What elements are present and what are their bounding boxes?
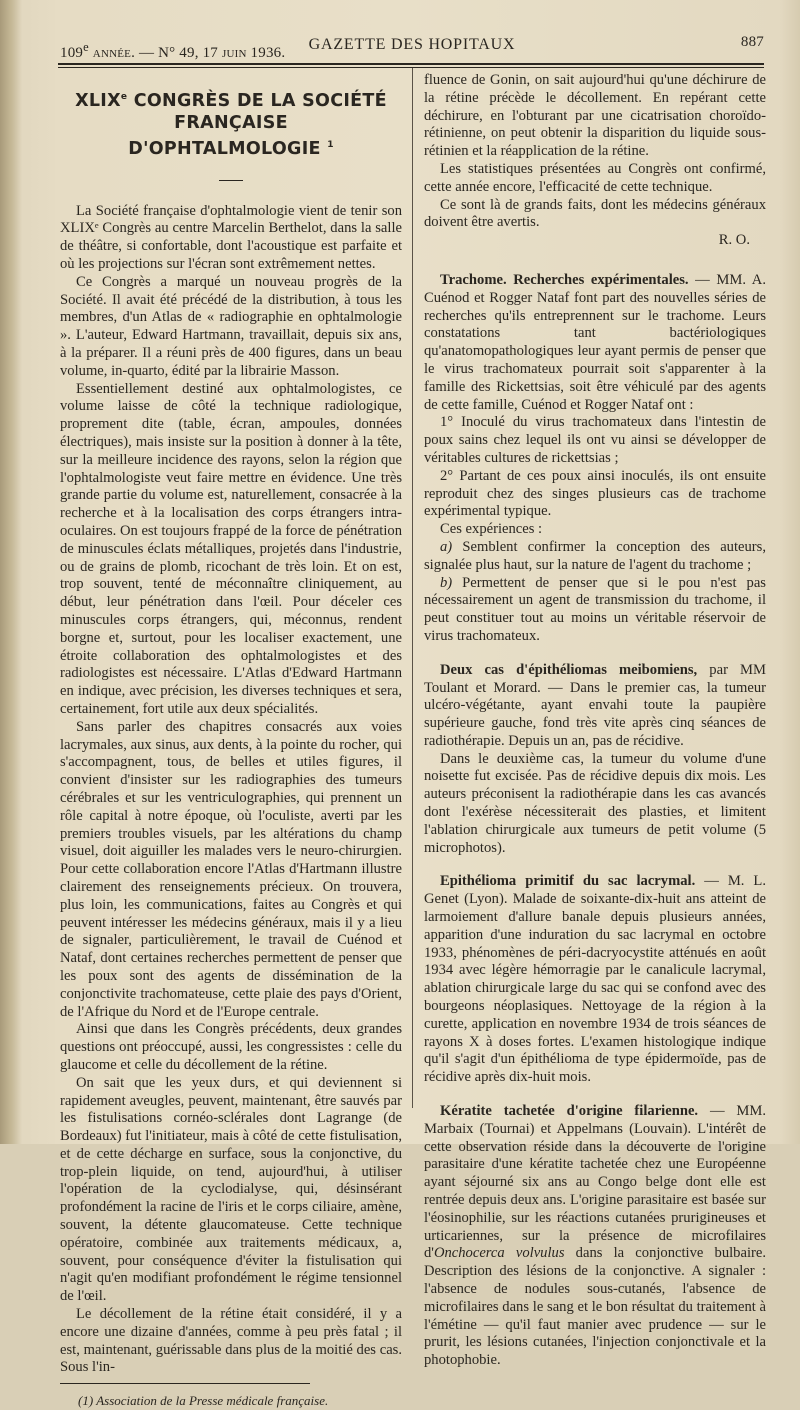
paragraph: Ainsi que dans les Congrès précédents, deux grandes questions ont préoccupé, aussi, les congressistes : celle du glaucome et celle du décollement de la rétine. (60, 1021, 402, 1073)
section-epitheliomas: Deux cas d'épithéliomas meibomiens, par MM Toulant et Morard. — Dans le premier cas, la tumeur ulcéro-végétante, ayant envahi toute la paupière supérieure gauche, fond très vite après cinq séances de radiothérapie. Depuis un an, pas de récidive. (424, 661, 766, 749)
footnote-rule (60, 1383, 310, 1384)
section-heading: Deux cas d'épithéliomas meibomiens, (440, 661, 698, 678)
running-header (60, 34, 764, 60)
page-spine-shadow (0, 0, 22, 1144)
section-heading: Epithélioma primitif du sac lacrymal. (440, 873, 696, 890)
paragraph: Les statistiques présentées au Congrès ont confirmé, cette année encore, l'efficacité de cette technique. (424, 160, 766, 195)
left-column (60, 72, 402, 1410)
paragraph: Ce Congrès a marqué un nouveau progrès de la Société. Il avait été précédé de la distribution, à tous les membres, d'un Atlas de « radiographie en ophtalmologie ». L'auteur, Edward Hartmann, travaillait, depuis six ans, à la préparer. Il a réuni près de 400 figures, dans un beau volume, in-quarto, édité par la librairie Masson. (60, 273, 402, 379)
section-heading: Trachome. Recherches expérimentales. (440, 271, 689, 288)
column-divider (412, 68, 413, 1108)
paragraph: fluence de Gonin, on sait aujourd'hui qu'une déchirure de la rétine précède le décollement. En repérant cette déchirure, en l'obturant par une cicatrisation choroïdo-rétinienne, on peut obtenir la disparition du liquide sous-rétinien et la réapplication de la rétine. (424, 72, 766, 160)
article-title: XLIXe CONGRÈS DE LA SOCIÉTÉ FRANÇAISE D'OPHTALMOLOGIE $^1$ (75, 90, 387, 159)
list-item: a) Semblent confirmer la conception des auteurs, signalée plus haut, sur la nature de l'agent du trachome ; (424, 538, 766, 573)
journal-title: GAZETTE DES HOPITAUX (308, 36, 516, 53)
paragraph: Sans parler des chapitres consacrés aux voies lacrymales, aux sinus, aux dents, à la pointe du rocher, qui s'accompagnent, tous, de belles et utiles figures, il convient d'insister sur les radiographies des tumeurs cérébrales et sur les ventriculographies, qui prennent un rôle capital à notre époque, où l'oculiste, averti par les premiers troubles visuels, par les altérations du champ visuel, doit aiguiller les malades vers le neuro-chirurgien. Pour cette collaboration encore l'Atlas d'Hartmann illustre clairement des renseignements précieux. On trouvera, plus loin, les communications, faites au Congrès et qui peuvent intéresser les médecins généraux, mais il y a lieu de signaler, particulièrement, le travail de Cuénod et Nataf, dont certaines recherches permettent de penser que les poux sont des agents de dissémination de la conjonctivite trachomateuse, cette plaie des pays d'Orient, de l'Afrique du Nord et de l'Europe centrale. (60, 718, 402, 1020)
title-rule (219, 180, 243, 181)
list-item: 2° Partant de ces poux ainsi inoculés, ils ont ensuite reproduit chez des singes plusieurs cas de trachome expérimental typique. (424, 467, 766, 520)
paragraph: La Société française d'ophtalmologie vient de tenir son XLIXᵉ Congrès au centre Marcelin Berthelot, dans la salle de théâtre, si confortable, dont l'acoustique est parfaite et où les projections sur l'écran sont extrêmement nettes. (60, 202, 402, 273)
signature: R. O. (718, 232, 750, 249)
paragraph: Essentiellement destiné aux ophtalmologistes, ce volume laisse de côté la technique radiologique, proprement dite (table, écran, ampoules, données électriques), mais insiste sur la position à donner à la tête, sur la meilleure incidence des rayons, selon la région que l'ophtalmologiste veut faire mettre en évidence. Une très grande partie du volume est, naturellement, consacrée à la recherche et à la localisation des corps étrangers intra-oculaires. On est toujours frappé de la force de pénétration de minuscules éclats métalliques, projetés dans l'industrie, ou de grains de plomb, ricochant de très loin. Et on est, trop souvent, tenté de méconnaître cliniquement, au début, leur pénétration dans l'œil. Pour déceler ces minuscules corps étrangers, qui, méconnus, rendent borgne et, surtout, pour les localiser exactement, une étroite collaboration des ophtalmologistes et des radiologistes est nécessaire. L'Atlas d'Edward Hartmann en indique, avec précision, les diverses techniques et sera, certainement, fort utile aux deux spécialités. (60, 380, 403, 717)
section-epithelioma-sac: Epithélioma primitif du sac lacrymal. — M. L. Genet (Lyon). Malade de soixante-dix-huit ans atteint de larmoiement d'allure banale depuis plusieurs années, apparition d'une induration du sac lacrymal en octobre 1933, phénomènes de péri-dacryocystite atténués en août 1934 avec légère hémorragie par le canalicule lacrymal, ablation chirurgicale large du sac qui se confond avec des bourgeons néoplasiques. Nettoyage de la région à la curette, application en novembre 1934 de trois séances de rayons X à doses fortes. L'examen histologique indique qu'il s'agit d'un épithélioma de type épidermoïde, pas de récidive après dix-huit mois. (424, 873, 766, 1086)
issue-info: 109e année. — N° 49, 17 juin 1936. (60, 40, 286, 61)
footnote: (1) Association de la Presse médicale française. (78, 1393, 329, 1409)
paragraph: Ces expériences : (440, 521, 543, 538)
list-item: 1° Inoculé du virus trachomateux dans l'intestin de poux sains chez lequel ils ont vu ainsi se développer de véritables cultures de rickettsias ; (424, 414, 766, 466)
header-rule (58, 63, 764, 68)
paragraph: Le décollement de la rétine était considéré, il y a encore une dizaine d'années, comme à peu près fatal ; il est, maintenant, guérissable dans plus de la moitié des cas. Sous l'in- (60, 1306, 402, 1376)
section-keratite: Kératite tachetée d'origine filarienne. — MM. Marbaix (Tournai) et Appelmans (Louvain). L'intérêt de cette observation réside dans la découverte de l'origine parasitaire d'une kératite tachetée chez une Européenne ayant séjourné six ans au Congo belge dont elle est rentrée depuis deux ans. L'origine parasitaire est basée sur l'éosinophilie, sur les réactions cutanées prurigineuses et urticariennes, sur la présence de microfilaires d'Onchocerca volvulus dans la conjonctive bulbaire. Description des lésions de la conjonctive. A signaler : l'absence de nodules sous-cutanés, l'absence de microfilaires dans le sang et le bon résultat du traitement à l'émétine — qu'il faut manier avec prudence — sur le prurit, les lésions cutanées, l'injection conjonctivale et la photophobie. (424, 1103, 767, 1369)
paragraph: Dans le deuxième cas, la tumeur du volume d'une noisette fut excisée. Pas de récidive depuis dix mois. Les auteurs préconisent la radiothérapie dans les cas avancés dont l'exérèse nécessiterait des plasties, et limitent l'ablation chirurgicale aux tumeurs de petit volume (5 microphotos). (424, 750, 766, 856)
paragraph: Ce sont là de grands faits, dont les médecins généraux doivent être avertis. (424, 196, 766, 231)
list-item: b) Permettent de penser que si le pou n'est pas nécessairement un agent de transmission du trachome, il peut constituer tout au moins un véritable réservoir de virus trachomateux. (424, 574, 766, 644)
paragraph: On sait que les yeux durs, et qui deviennent si rapidement aveugles, peuvent, maintenant, être sauvés par les fistulisations cornéo-sclérales dont Lagrange (de Bordeaux) fut l'initiateur, mais à côté de cette fistulisation, et de cette décharge en surface, sous la conjonctive, du trop-plein liquide, on tend, aujourd'hui, à utiliser l'opération de la cyclodialyse, qui, désinsérant profondément la racine de l'iris et le corps ciliaire, amène, souvent, la détente glaucomateuse. Cette technique opératoire, combinée aux traitements médicaux, a, souvent, pour conséquence d'éviter la fistulisation qui n'agit qu'en modifiant profondément le régime tensionnel de l'œil. (60, 1074, 402, 1305)
section-heading: Kératite tachetée d'origine filarienne. (440, 1103, 699, 1120)
page-number: 887 (740, 34, 764, 50)
section-trachome: Trachome. Recherches expérimentales. — MM. A. Cuénod et Rogger Nataf font part des nouvelles séries de recherches qu'ils entreprennent sur le trachome. Leurs constatations tant bactériologiques qu'anatomopathologiques leur ayant permis de penser que le virus trachomateux pourrait soit s'apparenter à la famille des Rickettsias, soit être véhiculé par des agents de cette famille, Cuénod et Rogger Nataf ont : (424, 271, 766, 413)
right-column (424, 72, 766, 1370)
